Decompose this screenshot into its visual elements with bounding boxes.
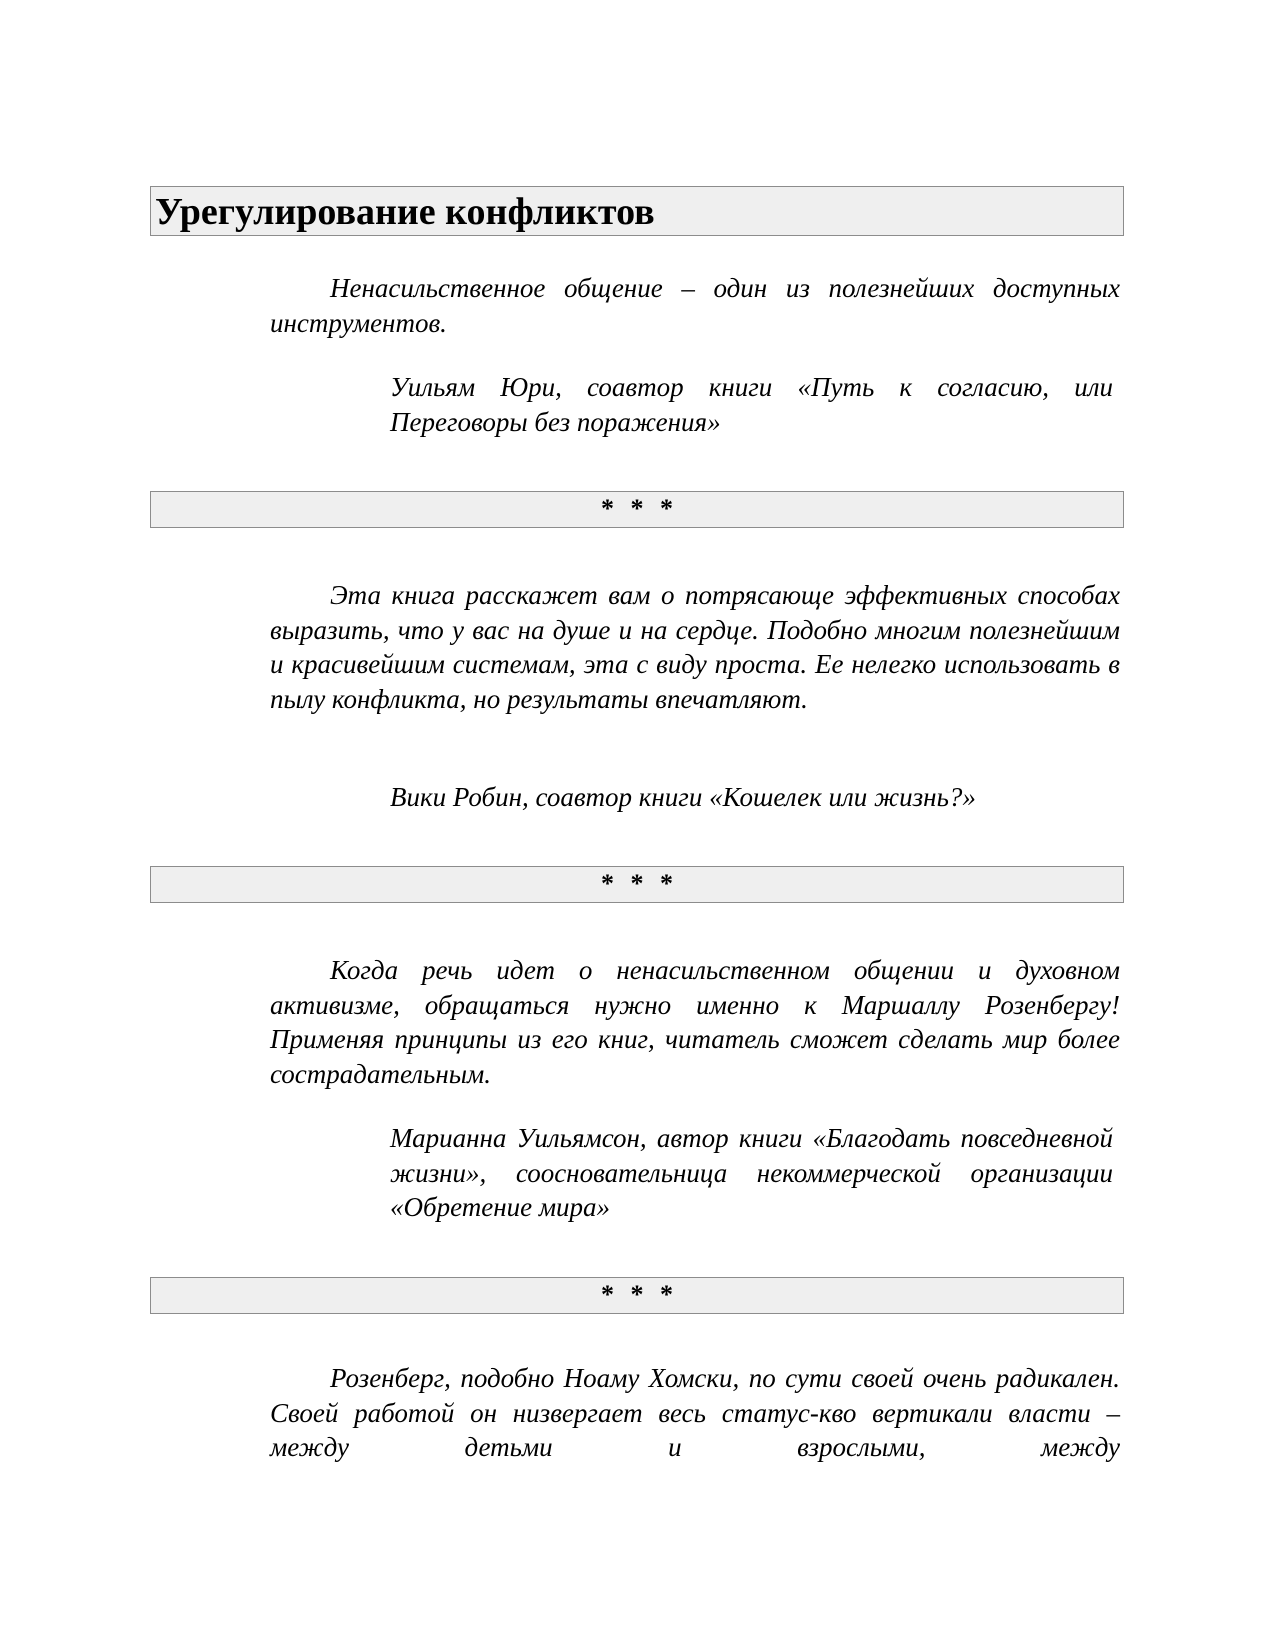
section-separator: * * * [150,1277,1124,1314]
section-separator: * * * [150,491,1124,528]
chapter-title: Урегулирование конфликтов [150,186,1124,236]
quote-attribution: Уильям Юри, соавтор книги «Путь к согласию, или Переговоры без поражения» [390,372,1113,437]
section-separator: * * * [150,866,1124,903]
quote-text: Когда речь идет о ненасильственном общении и духовном активизме, обращаться нужно именно к Маршаллу Розенбергу! Применяя принципы из его книг, читатель сможет сделать мир более сострадательным. [270,955,1120,1089]
quote-text: Ненасильственное общение – один из полезнейших доступных инструментов. [270,273,1120,338]
quote-attribution: Марианна Уильямсон, автор книги «Благодать повседневной жизни», соосновательница некоммерческой организации «Обретение мира» [390,1123,1113,1222]
quote-text: Эта книга расскажет вам о потрясающе эффективных способах выразить, что у вас на душе и на сердце. Подобно многим полезнейшим и красивейшим системам, эта с виду проста. Ее нелегко использовать в пылу конфликта, но результаты впечатляют. [270,580,1120,714]
quote-attribution: Вики Робин, соавтор книги «Кошелек или жизнь?» [390,782,976,812]
quote-text: Розенберг, подобно Ноаму Хомски, по сути своей очень радикален. Своей работой он низвергает весь статус-кво вертикали власти – между детьми и взрослыми, между [270,1363,1120,1462]
